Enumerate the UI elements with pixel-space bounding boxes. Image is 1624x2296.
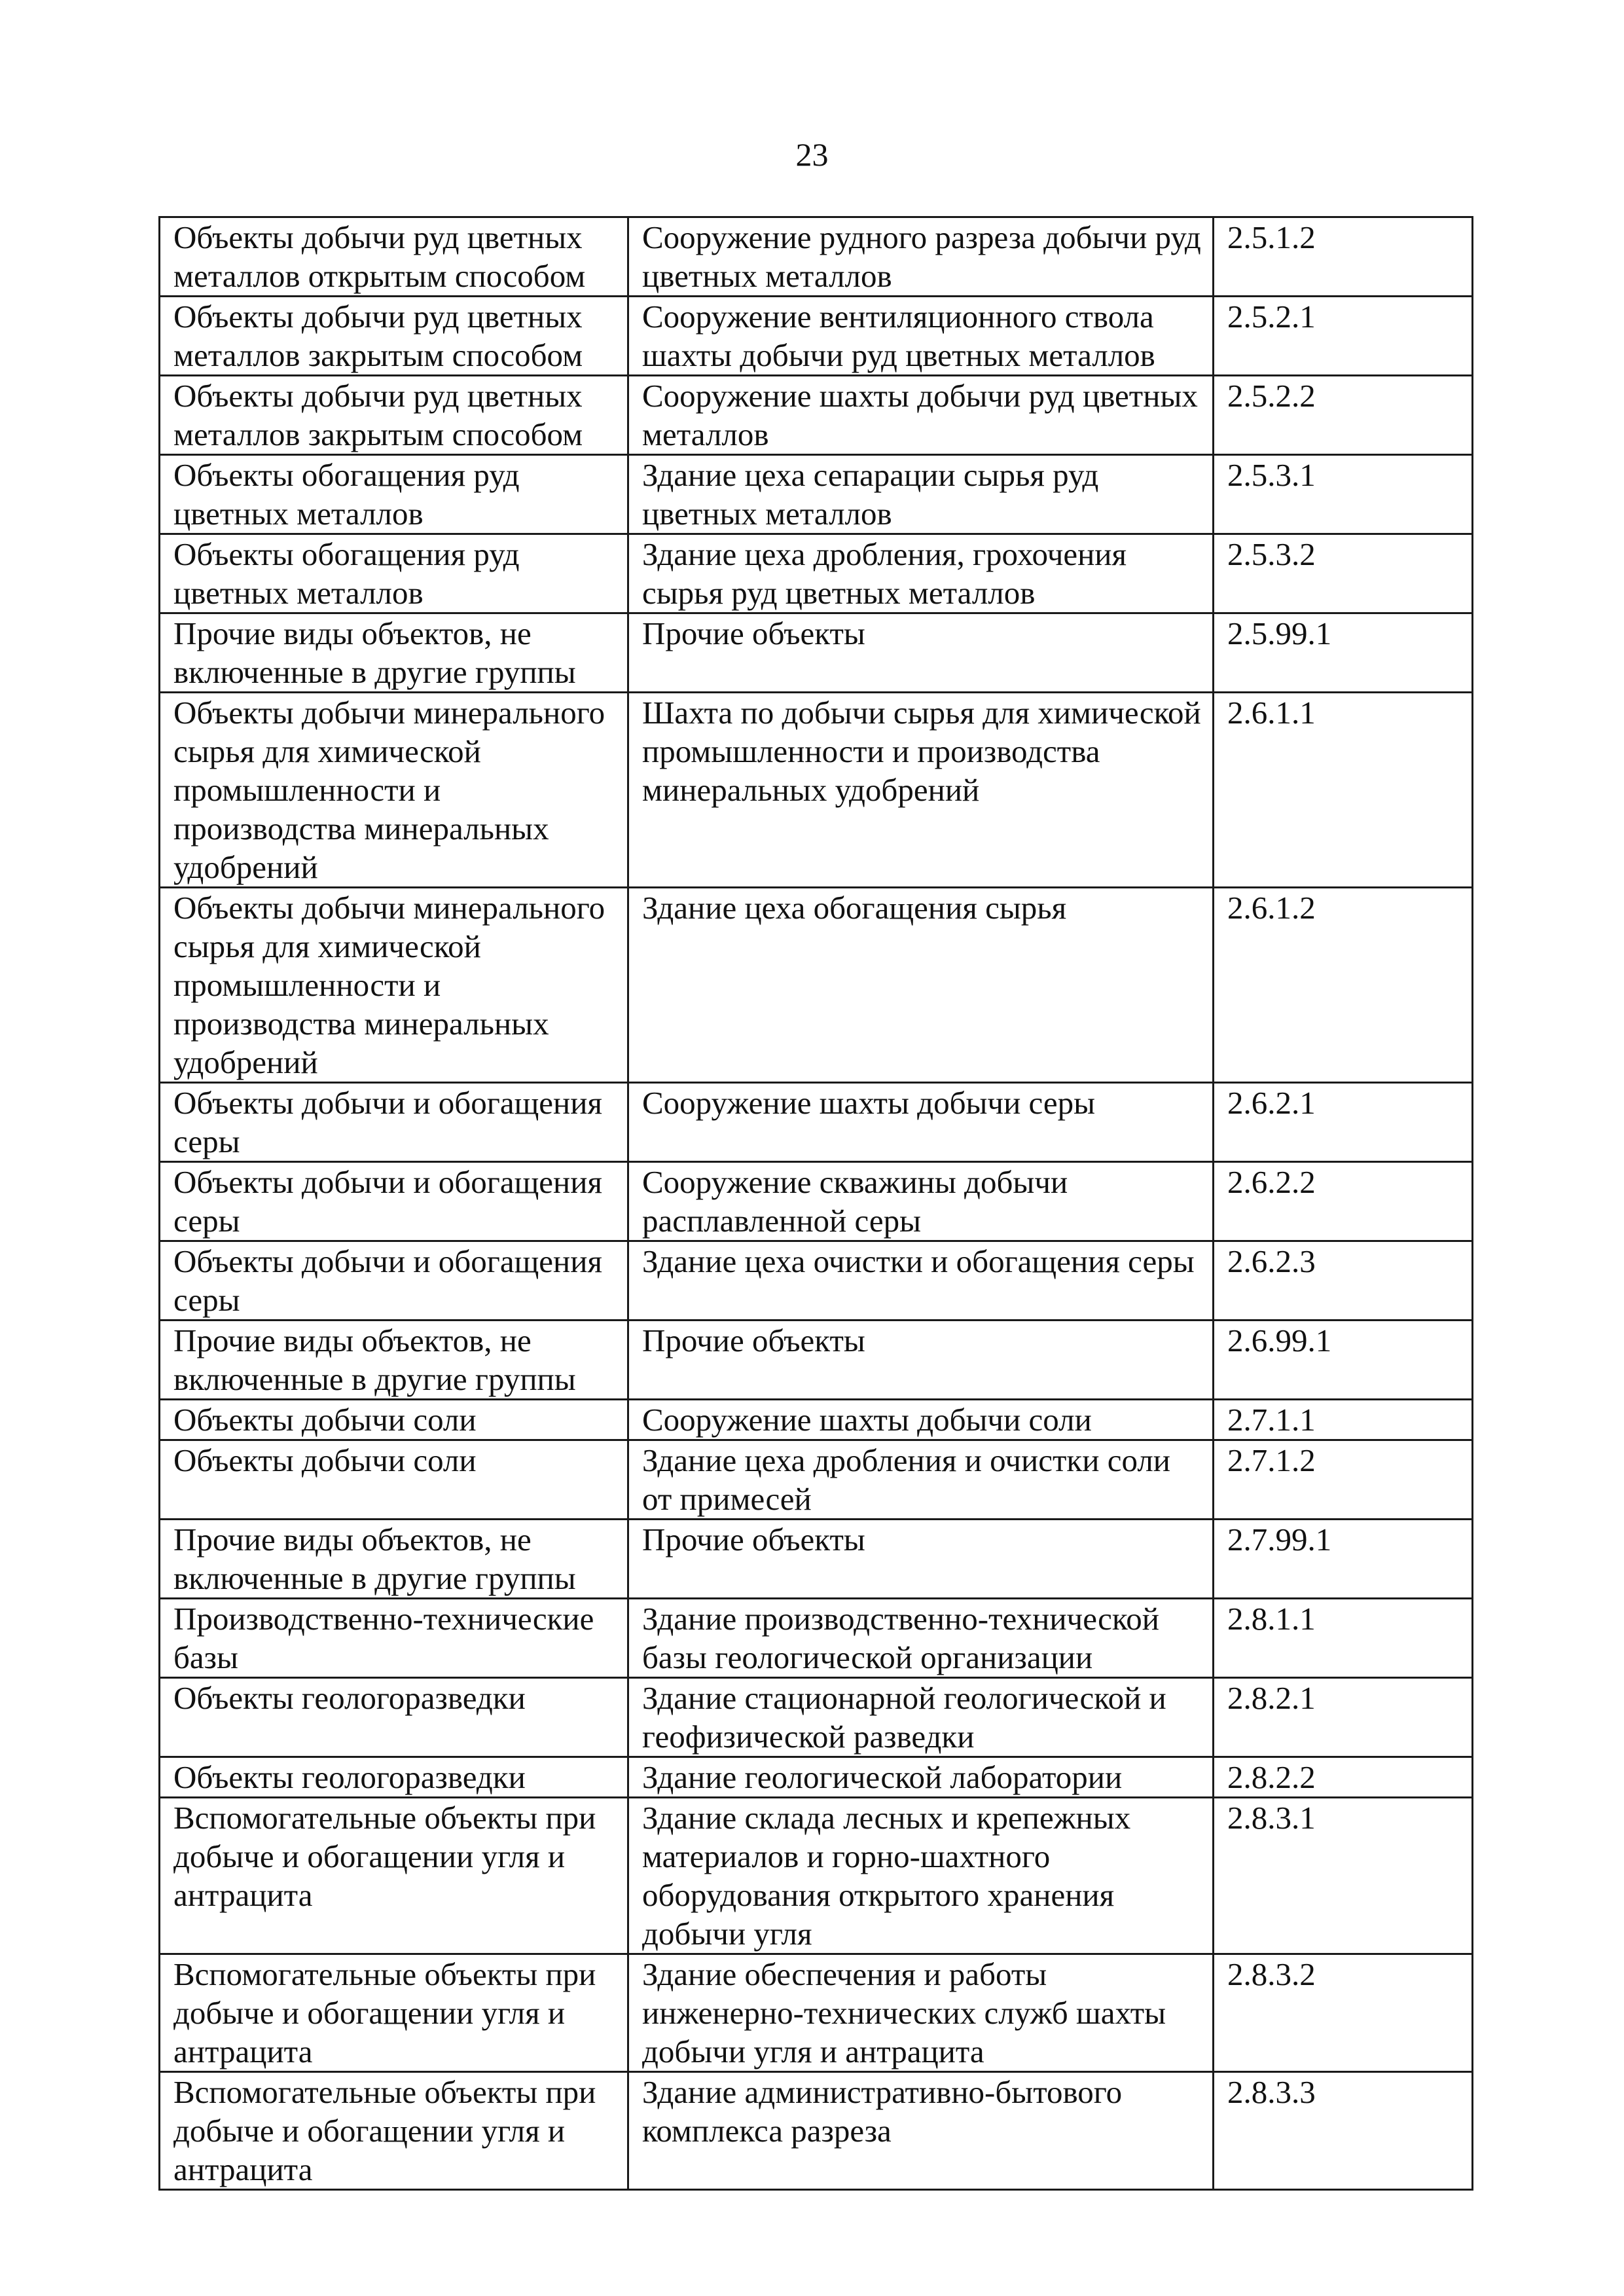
code-cell: 2.7.1.1: [1214, 1400, 1473, 1440]
structure-cell: Сооружение рудного разреза добычи руд цветных металлов: [628, 217, 1214, 297]
code-cell: 2.5.2.2: [1214, 376, 1473, 455]
object-type-cell: Объекты добычи и обогащения серы: [160, 1083, 628, 1162]
structure-cell: Сооружение шахты добычи руд цветных металлов: [628, 376, 1214, 455]
table-row: [160, 376, 1473, 455]
object-type-cell: Вспомогательные объекты при добыче и обогащении угля и антрацита: [160, 1798, 628, 1954]
object-type-cell: Объекты добычи и обогащения серы: [160, 1162, 628, 1241]
code-cell: 2.8.1.1: [1214, 1599, 1473, 1678]
code-cell: 2.5.3.1: [1214, 455, 1473, 534]
object-type-cell: Объекты добычи руд цветных металлов открытым способом: [160, 217, 628, 297]
code-cell: 2.7.99.1: [1214, 1520, 1473, 1599]
object-type-cell: Объекты добычи руд цветных металлов закрытым способом: [160, 376, 628, 455]
table-row: [160, 1798, 1473, 1954]
structure-cell: Здание цеха очистки и обогащения серы: [628, 1241, 1214, 1321]
table-row: [160, 1400, 1473, 1440]
table-row: [160, 1162, 1473, 1241]
structure-cell: Сооружение вентиляционного ствола шахты добычи руд цветных металлов: [628, 297, 1214, 376]
code-cell: 2.8.3.3: [1214, 2072, 1473, 2190]
object-type-cell: Объекты добычи минерального сырья для химической промышленности и производства минеральных удобрений: [160, 888, 628, 1083]
object-type-cell: Объекты добычи и обогащения серы: [160, 1241, 628, 1321]
code-cell: 2.5.2.1: [1214, 297, 1473, 376]
structure-cell: Здание цеха дробления, грохочения сырья руд цветных металлов: [628, 534, 1214, 613]
object-type-cell: Производственно-технические базы: [160, 1599, 628, 1678]
object-type-cell: Прочие виды объектов, не включенные в другие группы: [160, 613, 628, 693]
object-type-cell: Объекты обогащения руд цветных металлов: [160, 455, 628, 534]
object-type-cell: Объекты геологоразведки: [160, 1757, 628, 1798]
structure-cell: Сооружение шахты добычи серы: [628, 1083, 1214, 1162]
table-row: [160, 888, 1473, 1083]
table-row: [160, 455, 1473, 534]
object-type-cell: Вспомогательные объекты при добыче и обогащении угля и антрацита: [160, 1954, 628, 2072]
code-cell: 2.8.2.2: [1214, 1757, 1473, 1798]
table-row: [160, 1678, 1473, 1757]
object-type-cell: Объекты добычи соли: [160, 1400, 628, 1440]
code-cell: 2.6.2.1: [1214, 1083, 1473, 1162]
code-cell: 2.5.1.2: [1214, 217, 1473, 297]
object-type-cell: Объекты добычи минерального сырья для химической промышленности и производства минеральных удобрений: [160, 693, 628, 888]
code-cell: 2.5.99.1: [1214, 613, 1473, 693]
object-type-cell: Объекты геологоразведки: [160, 1678, 628, 1757]
structure-cell: Здание склада лесных и крепежных материалов и горно-шахтного оборудования открытого хранения добычи угля: [628, 1798, 1214, 1954]
code-cell: 2.6.99.1: [1214, 1321, 1473, 1400]
structure-cell: Здание обеспечения и работы инженерно-технических служб шахты добычи угля и антрацита: [628, 1954, 1214, 2072]
structure-cell: Здание цеха дробления и очистки соли от примесей: [628, 1440, 1214, 1520]
structure-cell: Здание стационарной геологической и геофизической разведки: [628, 1678, 1214, 1757]
table-row: [160, 1757, 1473, 1798]
objects-table: [158, 216, 1473, 2191]
structure-cell: Здание геологической лаборатории: [628, 1757, 1214, 1798]
table-row: [160, 693, 1473, 888]
structure-cell: Сооружение скважины добычи расплавленной серы: [628, 1162, 1214, 1241]
structure-cell: Прочие объекты: [628, 613, 1214, 693]
structure-cell: Сооружение шахты добычи соли: [628, 1400, 1214, 1440]
structure-cell: Здание административно-бытового комплекса разреза: [628, 2072, 1214, 2190]
table-row: [160, 613, 1473, 693]
table-row: [160, 1440, 1473, 1520]
table-row: [160, 534, 1473, 613]
code-cell: 2.6.2.2: [1214, 1162, 1473, 1241]
code-cell: 2.5.3.2: [1214, 534, 1473, 613]
code-cell: 2.6.1.2: [1214, 888, 1473, 1083]
table-row: [160, 1599, 1473, 1678]
table-row: [160, 297, 1473, 376]
table-row: [160, 1520, 1473, 1599]
object-type-cell: Прочие виды объектов, не включенные в другие группы: [160, 1520, 628, 1599]
structure-cell: Здание цеха сепарации сырья руд цветных металлов: [628, 455, 1214, 534]
object-type-cell: Объекты добычи руд цветных металлов закрытым способом: [160, 297, 628, 376]
structure-cell: Прочие объекты: [628, 1520, 1214, 1599]
structure-cell: Прочие объекты: [628, 1321, 1214, 1400]
table-row: [160, 1321, 1473, 1400]
table-row: [160, 1954, 1473, 2072]
table-row: [160, 2072, 1473, 2190]
structure-cell: Здание производственно-технической базы геологической организации: [628, 1599, 1214, 1678]
code-cell: 2.8.3.2: [1214, 1954, 1473, 2072]
code-cell: 2.8.2.1: [1214, 1678, 1473, 1757]
code-cell: 2.7.1.2: [1214, 1440, 1473, 1520]
table-row: [160, 1241, 1473, 1321]
structure-cell: Здание цеха обогащения сырья: [628, 888, 1214, 1083]
code-cell: 2.6.1.1: [1214, 693, 1473, 888]
table-row: [160, 217, 1473, 297]
object-type-cell: Объекты добычи соли: [160, 1440, 628, 1520]
table-row: [160, 1083, 1473, 1162]
page-number: 23: [795, 136, 829, 173]
object-type-cell: Вспомогательные объекты при добыче и обогащении угля и антрацита: [160, 2072, 628, 2190]
code-cell: 2.8.3.1: [1214, 1798, 1473, 1954]
code-cell: 2.6.2.3: [1214, 1241, 1473, 1321]
structure-cell: Шахта по добычи сырья для химической промышленности и производства минеральных удобрений: [628, 693, 1214, 888]
object-type-cell: Прочие виды объектов, не включенные в другие группы: [160, 1321, 628, 1400]
object-type-cell: Объекты обогащения руд цветных металлов: [160, 534, 628, 613]
